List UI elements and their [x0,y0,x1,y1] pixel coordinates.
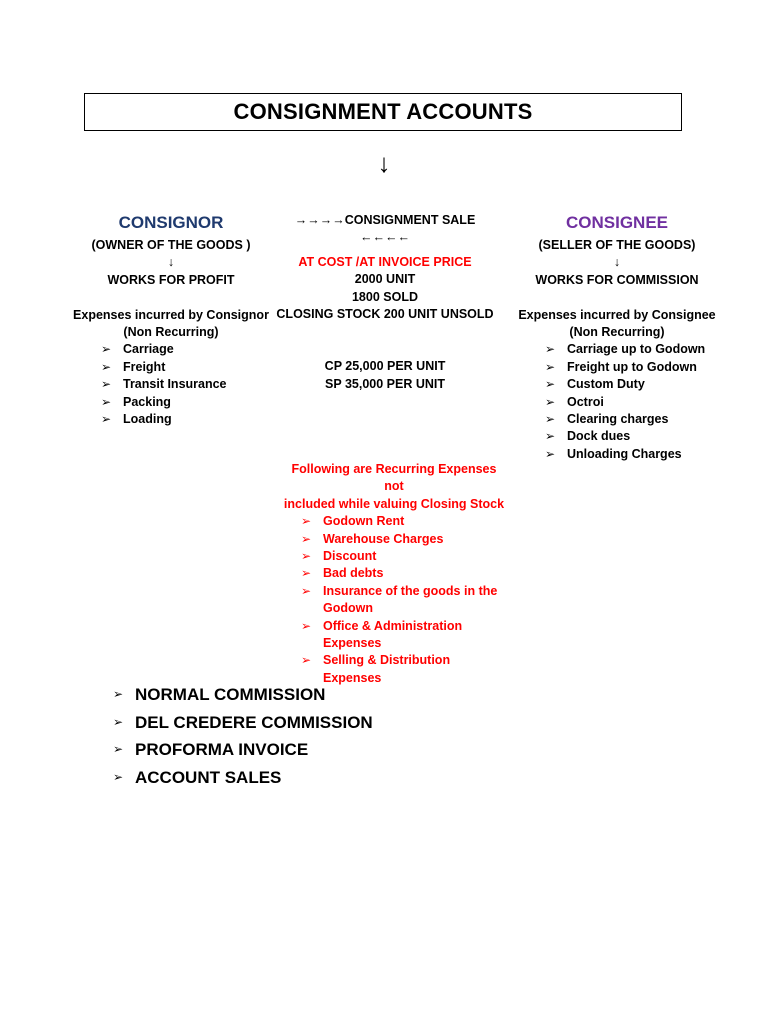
list-item: ➢ Freight up to Godown [542,359,728,376]
consignment-sale-heading: →→→→CONSIGNMENT SALE ←←←← [294,213,476,245]
bullet-arrow-icon: ➢ [544,377,556,392]
bullet-arrow-icon: ➢ [100,342,112,357]
bullet-arrow-icon: ➢ [544,446,556,461]
bullet-arrow-icon: ➢ [100,412,112,427]
bullet-arrow-icon: ➢ [300,618,312,633]
consignor-column [62,211,280,428]
units-sent: 2000 UNIT [354,272,416,287]
consignee-expenses-subtitle: (Non Recurring) [569,325,665,340]
units-sold: 1800 SOLD [351,289,418,304]
list-item: ➢ Transit Insurance [98,376,280,393]
selling-price: SP 35,000 PER UNIT [325,376,445,391]
consignee-column [506,211,728,463]
list-item: ➢ Selling & Distribution Expenses [283,652,505,687]
list-item: ➢ Loading [98,411,280,428]
consignor-role: (OWNER OF THE GOODS ) [91,238,251,252]
list-item: ➢ Carriage [98,341,280,358]
list-item: ➢ Office & Administration Expenses [283,618,505,653]
list-item: ➢ DEL CREDERE COMMISSION [110,709,373,737]
recurring-intro-line-1: Following are Recurring Expenses not [291,462,497,494]
bullet-arrow-icon: ➢ [544,359,556,374]
bullet-arrow-icon: ➢ [100,394,112,409]
consignor-heading: CONSIGNOR [118,213,224,232]
list-item: ➢ Clearing charges [542,411,728,428]
recurring-expense-list [283,513,505,687]
list-item: ➢ Octroi [542,394,728,411]
consignee-purpose: WORKS FOR COMMISSION [535,272,699,287]
bullet-arrow-icon: ➢ [300,583,312,598]
bullet-arrow-icon: ➢ [300,549,312,564]
title-box [84,93,682,131]
bullet-arrow-icon: ➢ [112,742,124,756]
consignee-heading: CONSIGNEE [565,213,669,232]
list-item: ➢ Packing [98,394,280,411]
page-title: CONSIGNMENT ACCOUNTS [233,99,533,124]
consignee-expense-list [542,341,728,463]
down-arrow-icon: ↓ [377,148,391,178]
list-item: ➢ NORMAL COMMISSION [110,681,373,709]
valuation-basis: AT COST /AT INVOICE PRICE [298,254,472,269]
consignor-arrow-icon: ↓ [167,255,175,270]
list-item: ➢ PROFORMA INVOICE [110,736,373,764]
list-item: ➢ Carriage up to Godown [542,341,728,358]
consignee-expenses-title: Expenses incurred by Consignee [518,307,716,322]
bullet-arrow-icon: ➢ [544,342,556,357]
bullet-arrow-icon: ➢ [544,412,556,427]
topics-list [110,681,373,791]
consignor-purpose: WORKS FOR PROFIT [107,272,235,287]
recurring-intro-line-2: included while valuing Closing Stock [283,496,505,511]
consignee-role: (SELLER OF THE GOODS) [538,238,696,252]
list-item: ➢ Godown Rent [283,513,505,530]
bullet-arrow-icon: ➢ [300,514,312,529]
bullet-arrow-icon: ➢ [300,531,312,546]
consignor-expense-list [98,341,280,428]
list-item: ➢ Custom Duty [542,376,728,393]
list-item: ➢ Dock dues [542,428,728,445]
bullet-arrow-icon: ➢ [112,714,124,729]
list-item: ➢ ACCOUNT SALES [110,764,373,792]
bullet-arrow-icon: ➢ [100,377,112,392]
consignment-sale-column [270,211,500,393]
list-item: ➢ Insurance of the goods in the Godown [283,583,505,618]
consignor-expenses-subtitle: (Non Recurring) [123,325,219,340]
consignor-expenses-title: Expenses incurred by Consignor [73,307,269,322]
bullet-arrow-icon: ➢ [544,394,556,409]
list-item: ➢ Freight [98,359,280,376]
recurring-expenses-section [283,461,505,687]
bullet-arrow-icon: ➢ [112,769,124,784]
list-item: ➢ Unloading Charges [542,446,728,463]
list-item: ➢ Bad debts [283,565,505,582]
bullet-arrow-icon: ➢ [112,687,124,701]
cost-price: CP 25,000 PER UNIT [324,359,446,374]
bullet-arrow-icon: ➢ [544,429,556,444]
bullet-arrow-icon: ➢ [300,653,312,668]
list-item: ➢ Discount [283,548,505,565]
list-item: ➢ Warehouse Charges [283,531,505,548]
bullet-arrow-icon: ➢ [100,359,112,374]
closing-stock: CLOSING STOCK 200 UNIT UNSOLD [276,307,494,322]
consignee-arrow-icon: ↓ [613,255,621,270]
bullet-arrow-icon: ➢ [300,566,312,581]
